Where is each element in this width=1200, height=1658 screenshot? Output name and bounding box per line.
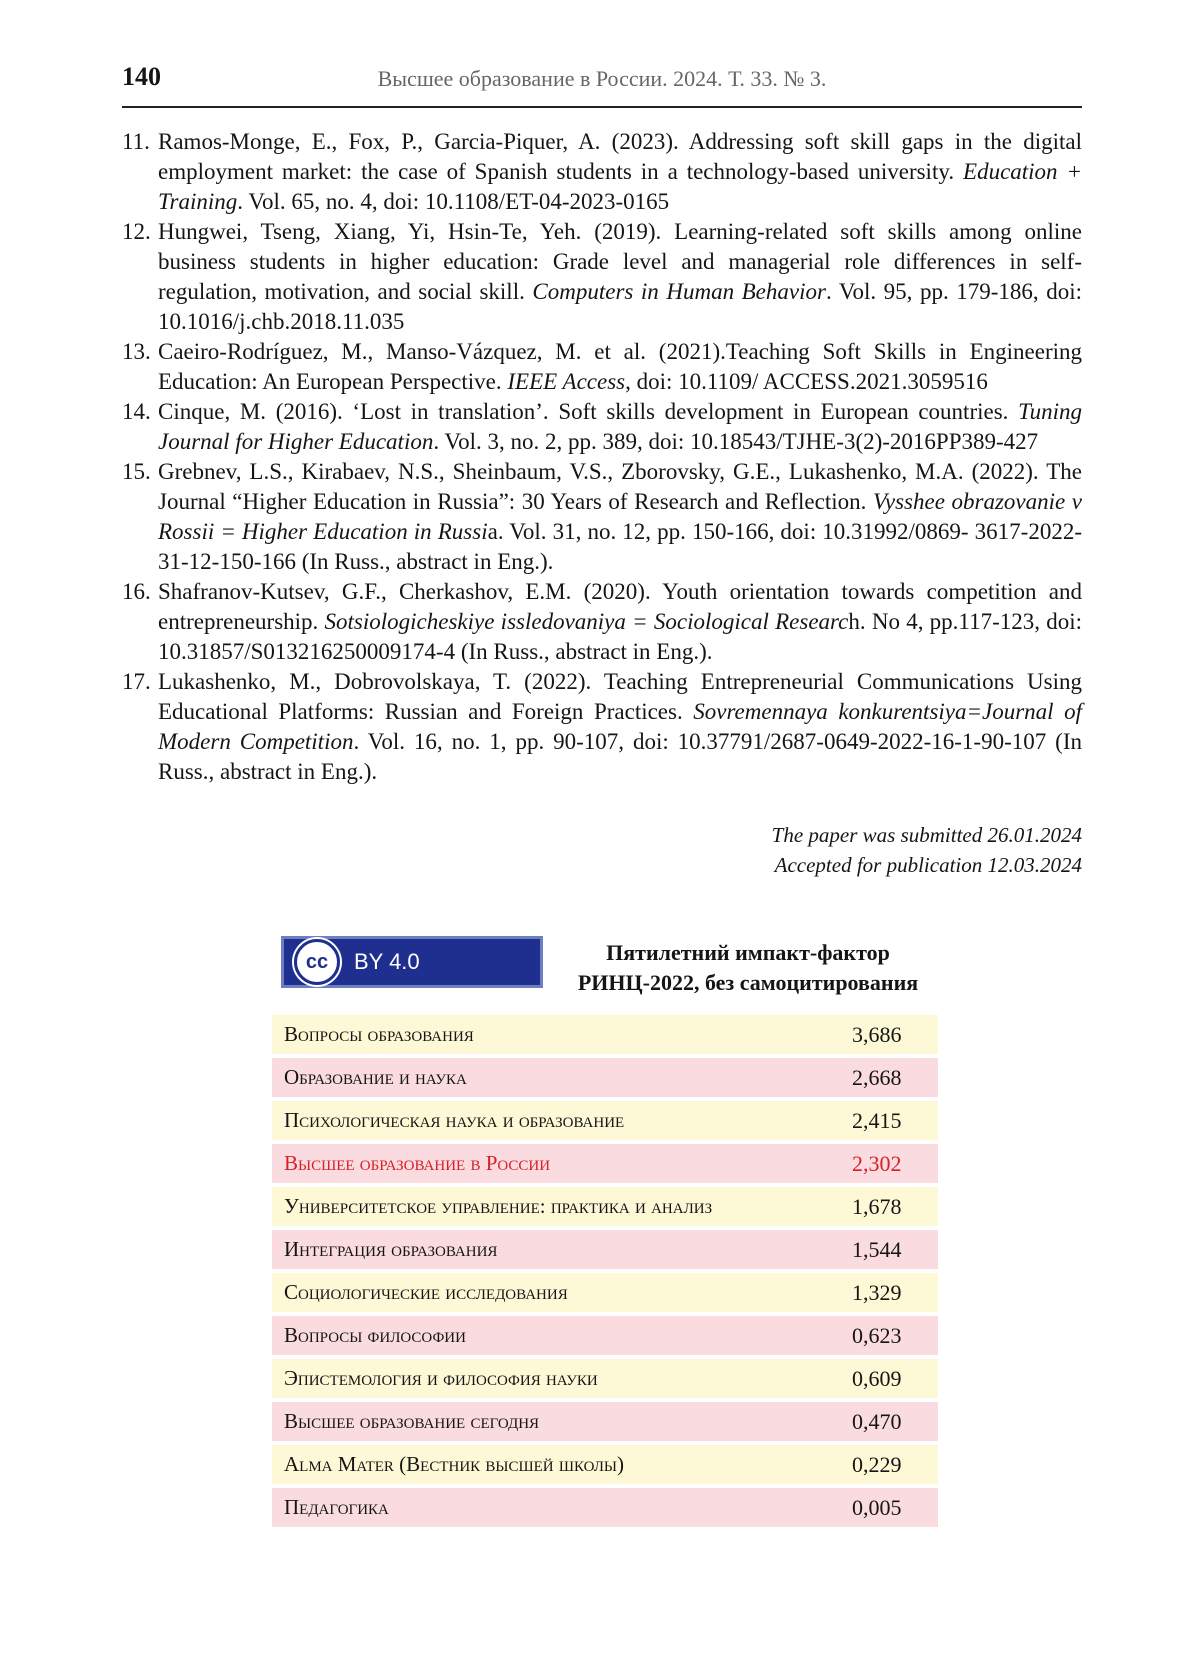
references-list [122, 127, 1082, 787]
reference-number: 13. [122, 339, 151, 364]
impact-factor-row [272, 1273, 938, 1312]
reference-text: Lukashenko, M., Dobrovolskaya, T. (2022). Teaching Entrepreneurial Communications Using Educational Platforms: Russian and Foreign Practices. [158, 669, 1082, 724]
reference-source: Sovremennaya konkurentsiya=Journal of Modern Competition [158, 699, 1082, 754]
impact-factor-value: 0,470 [852, 1408, 902, 1434]
cc-license-label: BY 4.0 [354, 949, 420, 974]
reference-text: . Vol. 95, pp. 179-186, doi: 10.1016/j.chb.2018.11.035 [158, 279, 1083, 334]
impact-factor-value: 3,686 [852, 1021, 902, 1047]
reference-number: 17. [122, 669, 151, 694]
reference-text: Cinque, M. (2016). ‘Lost in translation’. Soft skills development in European countries. [158, 399, 1019, 424]
accepted-date: Accepted for publication 12.03.2024 [774, 853, 1082, 877]
impact-factor-value: 2,302 [852, 1150, 902, 1176]
impact-factor-value: 1,678 [852, 1193, 902, 1219]
reference-source: Education + Training [158, 159, 1082, 214]
impact-factor-row [272, 1144, 938, 1183]
impact-factor-title [556, 938, 940, 998]
impact-factor-row [272, 1015, 938, 1054]
impact-factor-value: 0,609 [852, 1365, 902, 1391]
journal-name: Интеграция образования [284, 1237, 498, 1261]
reference-source: Computers in Human Behavior [532, 279, 826, 304]
journal-name: Педагогика [284, 1495, 389, 1519]
reference-item [122, 337, 1082, 397]
reference-item [122, 217, 1082, 337]
reference-number: 11. [122, 129, 150, 154]
reference-text: Grebnev, L.S., Kirabaev, N.S., Sheinbaum, V.S., Zborovsky, G.E., Lukashenko, M.A. (2022). The Journal “Higher Education in Russia”: 30 Years of Research and Reflection. [158, 459, 1082, 514]
reference-number: 14. [122, 399, 151, 424]
impact-factor-title-line1: Пятилетний импакт-фактор [606, 940, 890, 965]
reference-item [122, 577, 1082, 667]
impact-factor-row [272, 1058, 938, 1097]
reference-text: . Vol. 65, no. 4, doi: 10.1108/ET-04-2023-0165 [237, 189, 670, 214]
impact-factor-value: 2,668 [852, 1064, 902, 1090]
reference-text: Shafranov-Kutsev, G.F., Cherkashov, E.M. (2020). Youth orientation towards competition and entrepreneurship. [158, 579, 1082, 634]
journal-name: Высшее образование сегодня [284, 1409, 540, 1433]
reference-text: , doi: 10.1109/ ACCESS.2021.3059516 [625, 369, 988, 394]
impact-factor-table [272, 1015, 938, 1531]
reference-source: Sotsiologicheskiye issledovaniya = Sociological Researc [324, 609, 849, 634]
reference-text: . Vol. 16, no. 1, pp. 90-107, doi: 10.37791/2687-0649-2022-16-1-90-107 (In Russ., abstract in Eng.). [158, 729, 1082, 784]
reference-item [122, 397, 1082, 457]
journal-name: Вопросы философии [284, 1323, 466, 1347]
impact-factor-value: 0,229 [852, 1451, 902, 1477]
running-title: Высшее образование в России. 2024. Т. 33. № 3. [377, 66, 827, 91]
impact-factor-value: 2,415 [852, 1107, 902, 1133]
impact-factor-row [272, 1316, 938, 1355]
journal-name: Вопросы образования [284, 1022, 474, 1046]
impact-factor-row [272, 1359, 938, 1398]
publication-dates [600, 820, 1082, 880]
impact-factor-row [272, 1187, 938, 1226]
reference-item [122, 667, 1082, 787]
reference-item [122, 457, 1082, 577]
impact-factor-row [272, 1488, 938, 1527]
impact-factor-row [272, 1445, 938, 1484]
reference-item [122, 127, 1082, 217]
journal-name: Эпистемология и философия науки [284, 1366, 598, 1390]
impact-factor-row [272, 1101, 938, 1140]
impact-factor-value: 0,623 [852, 1322, 902, 1348]
reference-number: 12. [122, 219, 151, 244]
reference-text: h. No 4, pp.117-123, doi: 10.31857/S013216250009174-4 (In Russ., abstract in Eng.). [158, 609, 1083, 664]
journal-name: Психологическая наука и образование [284, 1108, 625, 1132]
reference-text: Ramos-Monge, E., Fox, P., Garcia-Piquer, A. (2023). Addressing soft skill gaps in the digital employment market: the case of Spanish students in a technology-based university. [158, 129, 1082, 184]
reference-source: Tuning Journal for Higher Education [158, 399, 1082, 454]
reference-text: Hungwei, Tseng, Xiang, Yi, Hsin-Te, Yeh. (2019). Learning-related soft skills among online business students in higher education: Grade level and managerial role differences in self-regulation, motivation, and social skill. [158, 219, 1082, 304]
submitted-date: The paper was submitted 26.01.2024 [771, 823, 1082, 847]
impact-factor-value: 1,329 [852, 1279, 902, 1305]
impact-factor-value: 0,005 [852, 1494, 902, 1520]
impact-factor-row [272, 1402, 938, 1441]
reference-text: a. Vol. 31, no. 12, pp. 150-166, doi: 10.31992/0869- 3617-2022-31-12-150-166 (In Russ., abstract in Eng.). [158, 519, 1082, 574]
cc-icon: cc [294, 939, 340, 985]
impact-factor-value: 1,544 [852, 1236, 902, 1262]
reference-source: Vysshee obrazovanie v Rossii = Higher Education in Russi [158, 489, 1082, 544]
page-header [122, 58, 1082, 108]
reference-text: . Vol. 3, no. 2, pp. 389, doi: 10.18543/TJHE-3(2)-2016PP389-427 [433, 429, 1039, 454]
journal-name: Социологические исследования [284, 1280, 568, 1304]
reference-source: IEEE Access [507, 369, 626, 394]
reference-text: Caeiro-Rodríguez, M., Manso-Vázquez, M. et al. (2021).Teaching Soft Skills in Engineering Education: An European Perspective. [158, 339, 1082, 394]
journal-name: Образование и наука [284, 1065, 467, 1089]
cc-license-badge [281, 936, 543, 988]
impact-factor-row [272, 1230, 938, 1269]
impact-factor-title-line2: РИНЦ-2022, без самоцитирования [577, 970, 919, 995]
journal-name: Alma Mater (Вестник высшей школы) [284, 1452, 624, 1476]
journal-name: Высшее образование в России [284, 1151, 551, 1175]
reference-number: 16. [122, 579, 151, 604]
page-number: 140 [122, 62, 161, 91]
reference-number: 15. [122, 459, 151, 484]
journal-name: Университетское управление: практика и анализ [284, 1194, 713, 1218]
